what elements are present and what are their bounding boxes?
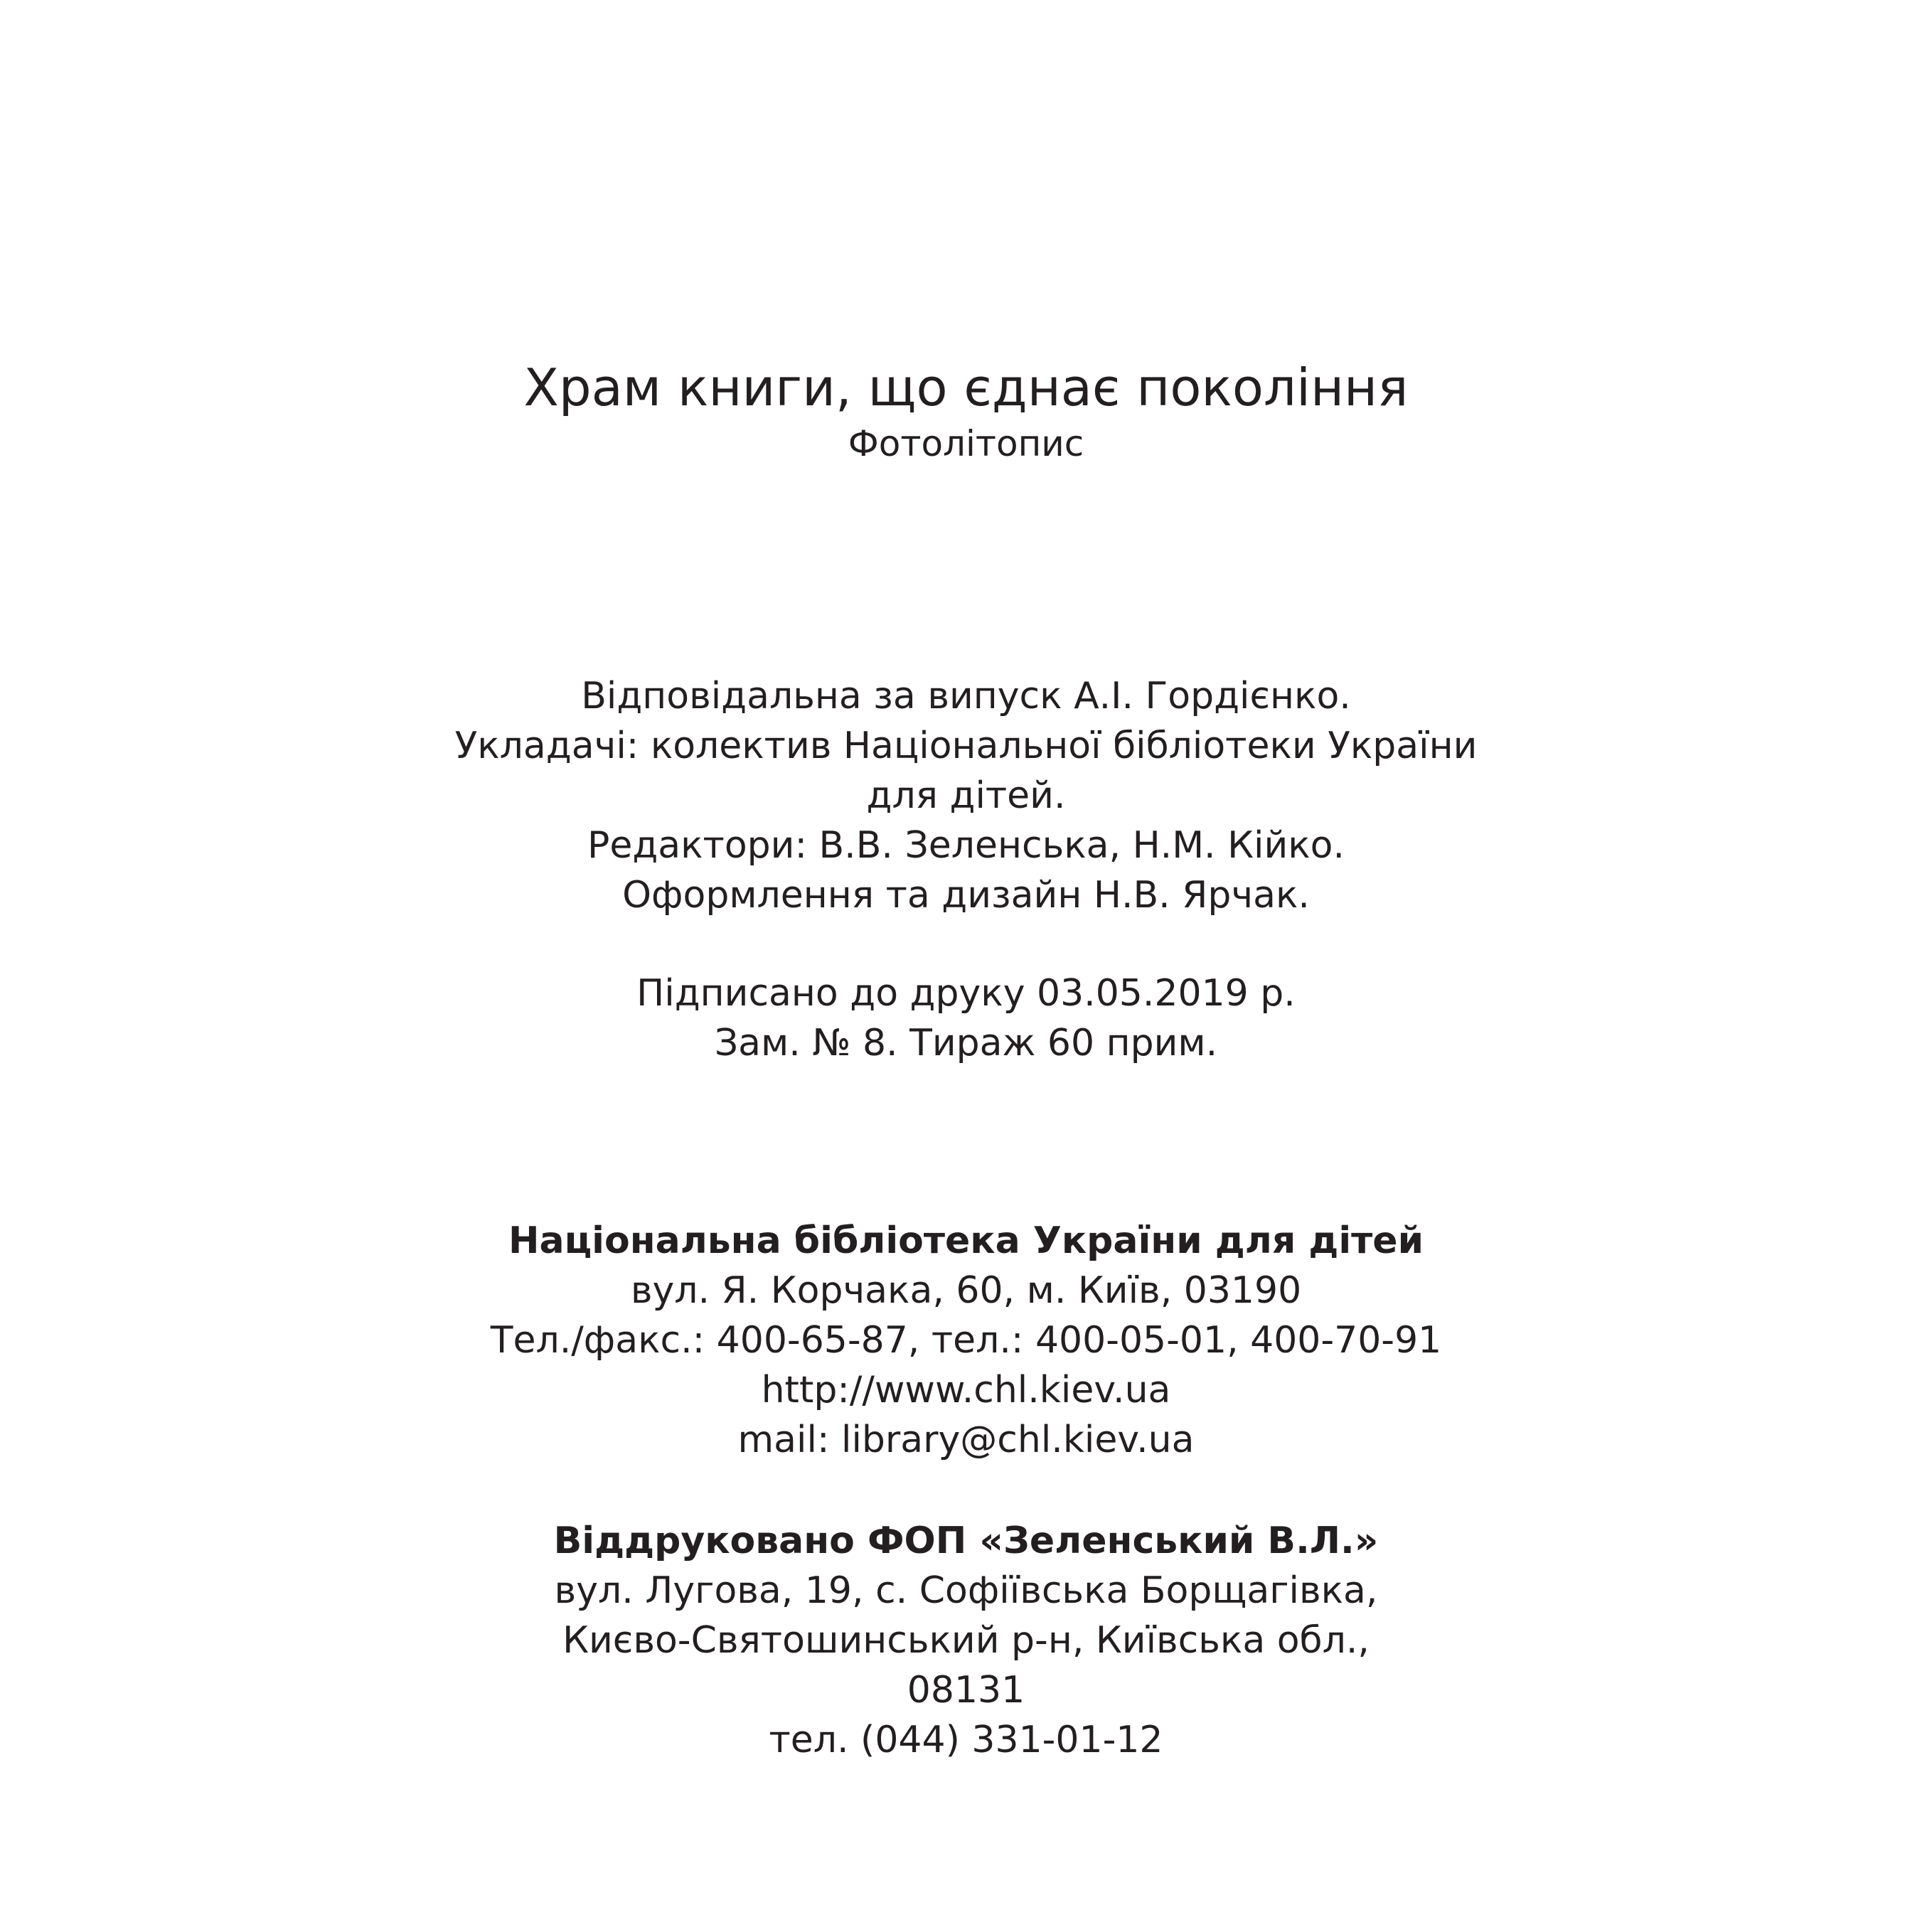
library-name: Національна бібліотека України для дітей [508,1219,1424,1262]
signed-to-print: Підписано до друку 03.05.2019 р. [636,972,1296,1015]
credit-compilers: Укладачі: колектив Національної бібліотеки України [454,725,1478,767]
printer-phone: тел. (044) 331-01-12 [769,1719,1163,1761]
library-block [0,1216,1932,1465]
book-title: Храм книги, що єднає покоління [523,358,1409,417]
library-website: http://www.chl.kiev.ua [761,1369,1171,1411]
book-subtitle-block [0,421,1932,466]
printer-name: Віддруковано ФОП «Зеленський В.Л.» [553,1520,1379,1562]
credits-block [0,671,1932,920]
credit-design: Оформлення та дизайн Н.В. Ярчак. [622,874,1310,917]
book-subtitle: Фотолітопис [848,423,1084,464]
order-and-circulation: Зам. № 8. Тираж 60 прим. [714,1022,1218,1064]
library-phones: Тел./факс.: 400-65-87, тел.: 400-05-01, 400-70-91 [490,1319,1442,1362]
printer-postcode: 08131 [907,1669,1025,1712]
library-address: вул. Я. Корчака, 60, м. Київ, 03190 [630,1269,1302,1312]
printer-address-line1: вул. Лугова, 19, с. Софіївська Борщагівка, [554,1569,1378,1612]
print-info-block [0,968,1932,1068]
library-email: mail: library@chl.kiev.ua [737,1419,1195,1461]
printer-block [0,1516,1932,1765]
book-title-block [0,357,1932,418]
credit-responsible: Відповідальна за випуск А.І. Гордієнко. [581,675,1351,717]
credit-editors: Редактори: В.В. Зеленська, Н.М. Кійко. [587,824,1345,867]
credit-compilers-continued: для дітей. [866,774,1066,817]
printer-address-line2: Києво-Святошинський р-н, Київська обл., [562,1619,1370,1662]
